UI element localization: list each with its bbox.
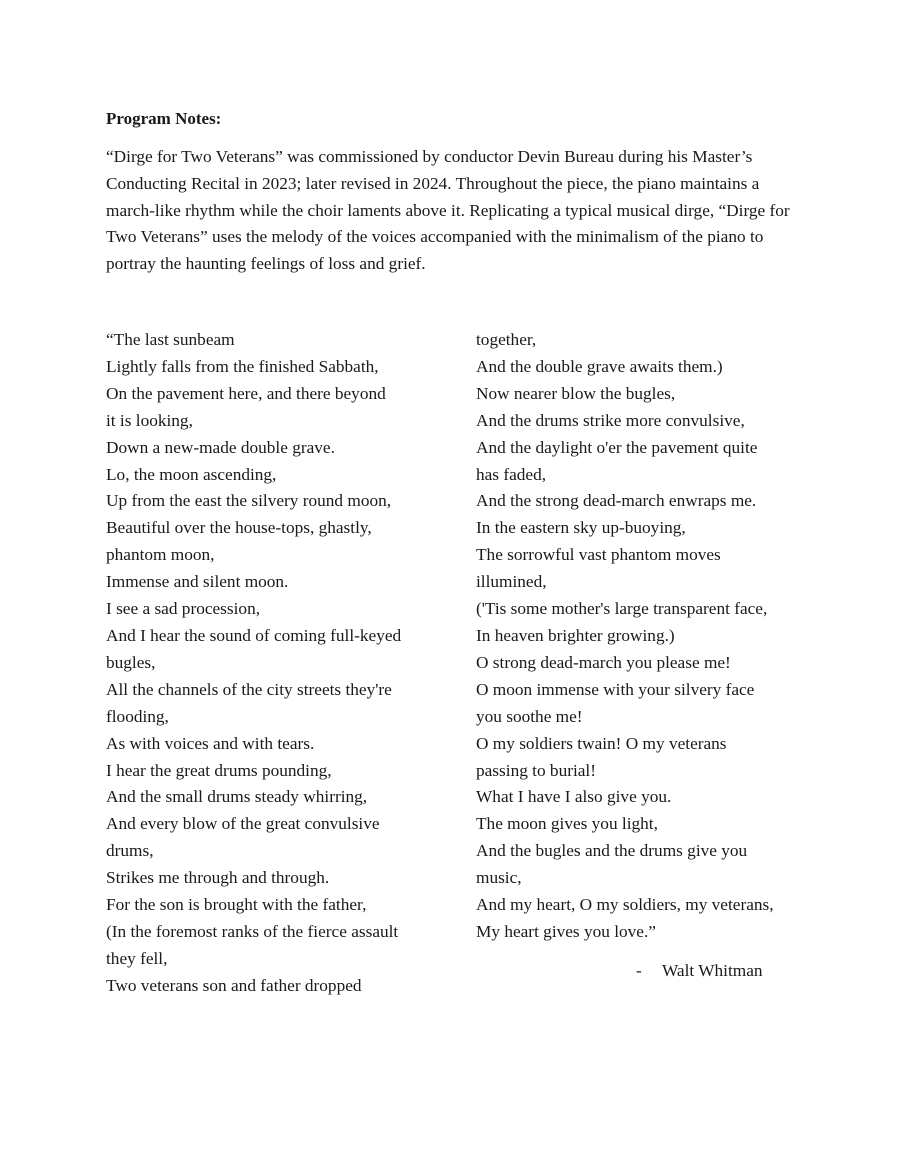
poem-line: flooding, [106,706,169,726]
poem-line: O strong dead-march you please me! [476,652,731,672]
attribution-dash: - [636,961,642,980]
poem-line: passing to burial! [476,760,596,780]
poem-line: On the pavement here, and there beyond [106,383,386,403]
poem-line: together, [476,330,537,349]
poem-line: Two veterans son and father dropped [106,975,362,995]
poem-line: “The last sunbeam [106,330,235,349]
attribution-author: Walt Whitman [662,961,763,980]
poem-line: O my soldiers twain! O my veterans [476,733,727,753]
poem-line: Lo, the moon ascending, [106,464,277,484]
program-notes-body: “Dirge for Two Veterans” was commissioned by conductor Devin Bureau during his Master’s Conducting Recital in 2023; later revised in 2024. Throughout the piece, the piano maintains a march-like rhythm while the choir laments above it. Replicating a typical musical dirge, “Dirge for Two Veterans” uses the melody of the voices accompanied with the minimalism of the piano to portray the haunting feelings of loss and grief. [106,147,790,274]
poem-line: And the drums strike more convulsive, [476,410,745,430]
poem-line: And the bugles and the drums give you [476,841,748,861]
poem-right-column [476,327,816,946]
poem-line: you soothe me! [476,706,583,726]
poem-line: Immense and silent moon. [106,572,289,592]
poem-line: For the son is brought with the father, [106,895,367,915]
poem-line: And the daylight o'er the pavement quite [476,437,758,457]
poem-line: And I hear the sound of coming full-keyed [106,625,402,645]
poem-line: In heaven brighter growing.) [476,625,675,645]
poem-line: All the channels of the city streets they're [106,679,392,699]
poem-left-column [106,327,446,1000]
poem-line: And the strong dead-march enwraps me. [476,491,757,511]
poem-line: What I have I also give you. [476,787,672,807]
program-notes-heading: Program Notes: [106,109,222,128]
poem-line: illumined, [476,572,547,592]
poem-line: And the double grave awaits them.) [476,356,723,376]
poem-line: I hear the great drums pounding, [106,760,332,780]
poem-line: And the small drums steady whirring, [106,787,368,807]
poem-line: Now nearer blow the bugles, [476,383,676,403]
poem-line: they fell, [106,948,168,968]
poem-line: And every blow of the great convulsive [106,814,380,834]
poem-line: In the eastern sky up-buoying, [476,518,686,538]
poem-line: The sorrowful vast phantom moves [476,545,721,565]
poem-line: Strikes me through and through. [106,868,330,888]
poem-line: drums, [106,841,154,861]
poem-line: phantom moon, [106,545,215,565]
poem-line: O moon immense with your silvery face [476,679,755,699]
poem-line: (In the foremost ranks of the fierce assault [106,921,399,941]
poem-line: Up from the east the silvery round moon, [106,491,392,511]
poem-line: My heart gives you love.” [476,921,656,941]
poem-line: I see a sad procession, [106,599,261,619]
poem-line: And my heart, O my soldiers, my veterans, [476,895,774,915]
poem-line: The moon gives you light, [476,814,658,834]
poem-line: ('Tis some mother's large transparent face, [476,599,768,619]
poem-line: it is looking, [106,410,193,430]
poem-line: Beautiful over the house-tops, ghastly, [106,518,372,538]
poem-line: Lightly falls from the finished Sabbath, [106,356,379,376]
poem-line: has faded, [476,464,547,484]
poem-line: Down a new-made double grave. [106,437,335,457]
poem-attribution [636,958,763,985]
poem-line: bugles, [106,652,156,672]
poem-line: music, [476,868,522,888]
poem-line: As with voices and with tears. [106,733,315,753]
